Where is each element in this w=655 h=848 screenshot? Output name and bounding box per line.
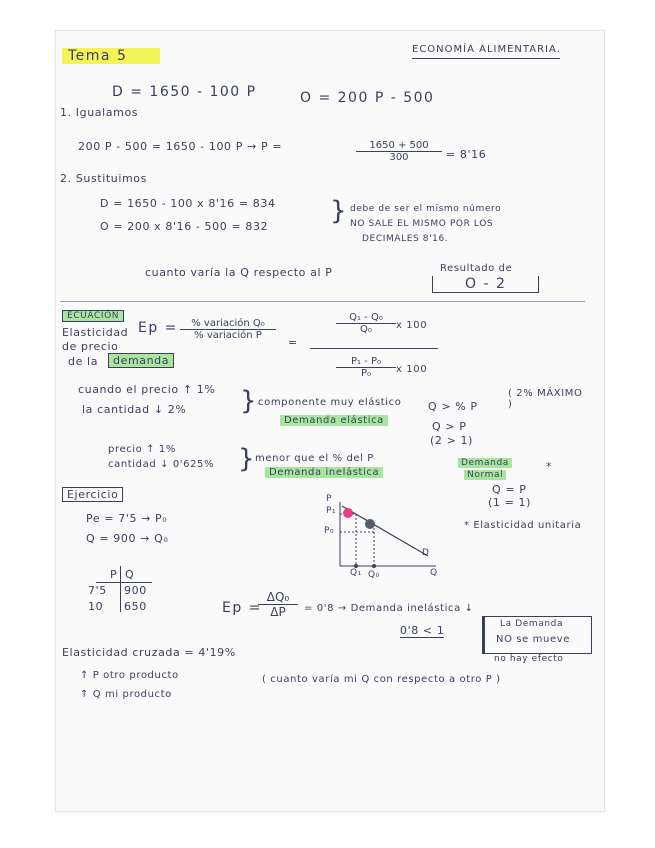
inelastic-brace: }: [238, 444, 255, 474]
step2-demand-line: D = 1650 - 100 x 8'16 = 834: [100, 197, 276, 210]
pct-denominator: % variación P: [194, 330, 262, 341]
cross-note: ( cuanto varía mi Q con respecto a otro P ): [262, 674, 501, 685]
demand-curve: [342, 506, 428, 556]
table-row1-p: 7'5: [88, 584, 107, 597]
exercise-box-line-2: NO se mueve: [496, 634, 570, 645]
exercise-ep-result: = 0'8 → Demanda inelástica ↓: [304, 603, 474, 614]
exercise-frac-den: ΔP: [270, 605, 286, 619]
elastic-line-2: la cantidad ↓ 2%: [82, 403, 187, 416]
exercise-ep: Ep =: [222, 600, 262, 616]
exercise-box-line-1: La Demanda: [500, 619, 564, 629]
step1-numerator: 1650 + 500: [356, 140, 442, 152]
table-vertical-rule: [120, 566, 121, 612]
demand-function: D = 1650 - 100 P: [112, 84, 257, 100]
step2-supply-line: O = 200 x 8'16 - 500 = 832: [100, 220, 269, 233]
elastic-cond-2: Q > P: [432, 420, 467, 433]
result-box-value: O - 2: [432, 276, 539, 293]
demand-highlight: demanda: [108, 353, 174, 368]
elastic-line-1: cuando el precio ↑ 1%: [78, 383, 216, 396]
elastic-cond-1: Q > % P: [428, 400, 478, 413]
cross-line-1: ↑ P otro producto: [80, 670, 179, 681]
main-fraction-bar: [310, 348, 438, 349]
exercise-pe: Pe = 7'5 → P₀: [86, 512, 168, 525]
x100-top: x 100: [396, 320, 428, 331]
exercise-q: Q = 900 → Q₀: [86, 532, 169, 545]
exercise-comparison: 0'8 < 1: [400, 624, 445, 637]
normal-star: *: [546, 460, 553, 473]
step2-brace: }: [330, 196, 347, 226]
inelastic-line-1: precio ↑ 1%: [108, 444, 176, 455]
elasticity-label-3: de la: [68, 355, 99, 368]
course-underline: [412, 58, 560, 59]
step2-note-3: DECIMALES 8'16.: [362, 234, 449, 244]
graph-q0-label: Q₀: [368, 570, 380, 580]
topic-title: Tema 5: [62, 48, 160, 64]
inelastic-line-2: cantidad ↓ 0'625%: [108, 459, 215, 470]
inelastic-description: menor que el % del P: [255, 453, 374, 464]
x100-bottom: x 100: [396, 364, 428, 375]
elasticity-label-1: Elasticidad: [62, 326, 129, 339]
section-divider: [60, 301, 585, 302]
q-fraction: [336, 312, 396, 335]
pct-numerator: % variación Q₀: [180, 318, 276, 330]
elastic-brace: }: [240, 386, 257, 416]
graph-p1-label: P₁: [326, 506, 337, 516]
unit-cond-1: Q = P: [492, 483, 527, 496]
elastic-cond-3: (2 > 1): [430, 434, 473, 447]
step1-label: 1. Igualamos: [60, 106, 139, 119]
step1-denominator: 300: [389, 152, 409, 163]
step1-fraction: [356, 140, 442, 163]
inelastic-tag: Demanda inelástica: [265, 467, 383, 478]
result-box-title: Resultado de: [440, 263, 513, 274]
pct-fraction: [180, 318, 276, 341]
cross-elasticity-title: Elasticidad cruzada = 4'19%: [62, 646, 236, 659]
graph-y-label: P: [326, 494, 333, 504]
elastic-max-note: ( 2% MÁXIMO ): [508, 388, 583, 410]
exercise-fraction: [258, 590, 298, 619]
elastic-tag: Demanda elástica: [280, 415, 388, 426]
question-text: cuanto varía la Q respecto al P: [145, 266, 333, 279]
q0-tick: [372, 564, 376, 568]
table-head-q: Q: [125, 568, 135, 581]
p-fraction: [336, 356, 396, 379]
step1-result: = 8'16: [446, 148, 487, 161]
point-p1: [343, 508, 353, 518]
step2-note-2: NO SALE EL MISMO POR LOS: [350, 219, 494, 229]
exercise-frac-num: ΔQ₀: [258, 590, 298, 605]
q-denominator: Q₀: [360, 324, 372, 335]
elasticity-label-2: de precio: [62, 340, 119, 353]
graph-p0-label: P₀: [324, 526, 335, 536]
table-row1-q: 900: [124, 584, 147, 597]
unit-cond-2: (1 = 1): [488, 496, 531, 509]
course-title: ECONOMÍA ALIMENTARIA.: [412, 44, 561, 55]
p-numerator: P₁ - P₀: [336, 356, 396, 368]
q-numerator: Q₁ - Q₀: [336, 312, 396, 324]
exercise-title: Ejercicio: [62, 487, 123, 502]
table-header-rule: [96, 582, 152, 583]
p-denominator: P₀: [360, 368, 372, 379]
equation-tag: ECUACIÓN: [62, 310, 124, 322]
supply-function: O = 200 P - 500: [300, 90, 435, 106]
graph-curve-label: D: [422, 548, 430, 558]
unit-elasticity-note: * Elasticidad unitaria: [464, 520, 582, 531]
ep-symbol: Ep =: [138, 320, 178, 336]
table-head-p: P: [110, 568, 118, 581]
step1-equation: 200 P - 500 = 1650 - 100 P → P =: [78, 140, 283, 153]
step2-note-1: debe de ser el mismo número: [350, 204, 502, 214]
equals-sign: =: [288, 336, 298, 349]
exercise-box-line-3: no hay efecto: [494, 654, 564, 664]
graph-x-label: Q: [430, 568, 438, 578]
table-row2-p: 10: [88, 600, 104, 613]
cross-line-2: ↑ Q mi producto: [80, 689, 172, 700]
graph-q1-label: Q₁: [350, 568, 362, 578]
point-p0: [365, 519, 375, 529]
elastic-description: componente muy elástico: [258, 397, 402, 408]
step2-label: 2. Sustituimos: [60, 172, 147, 185]
normal-demand-2: Normal: [464, 470, 506, 480]
table-row2-q: 650: [124, 600, 147, 613]
normal-demand-1: Demanda: [458, 458, 512, 468]
